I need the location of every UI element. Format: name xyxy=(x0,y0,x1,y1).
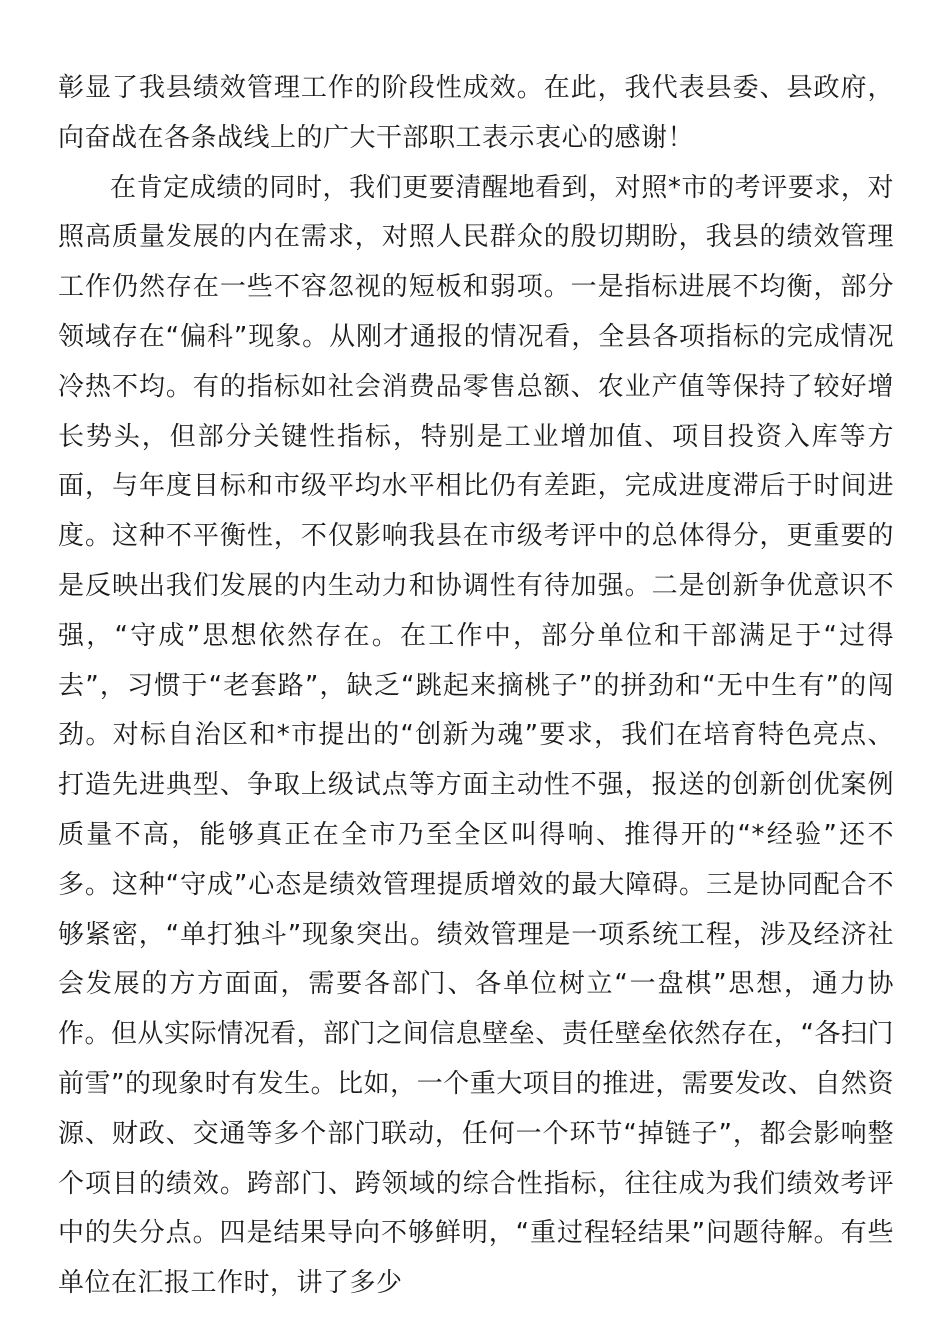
paragraph-1: 彰显了我县绩效管理工作的阶段性成效。在此，我代表县委、县政府，向奋战在各条战线上的广大干部职工表示衷心的感谢！ xyxy=(58,73,894,153)
paragraph-2: 在肯定成绩的同时，我们更要清醒地看到，对照*市的考评要求，对照高质量发展的内在需求，对照人民群众的殷切期盼，我县的绩效管理工作仍然存在一些不容忽视的短板和弱项。一是指标进展不均衡，部分领域存在“偏科”现象。从刚才通报的情况看，全县各项指标的完成情况冷热不均。有的指标如社会消费品零售总额、农业产值等保持了较好增长势头，但部分关键性指标，特别是工业增加值、项目投资入库等方面，与年度目标和市级平均水平相比仍有差距，完成进度滞后于时间进度。这种不平衡性，不仅影响我县在市级考评中的总体得分，更重要的是反映出我们发展的内生动力和协调性有待加强。二是创新争优意识不强，“守成”思想依然存在。在工作中，部分单位和干部满足于“过得去”，习惯于“老套路”，缺乏“跳起来摘桃子”的拼劲和“无中生有”的闯劲。对标自治区和*市提出的“创新为魂”要求，我们在培育特色亮点、打造先进典型、争取上级试点等方面主动性不强，报送的创新创优案例质量不高，能够真正在全市乃至全区叫得响、推得开的“*经验”还不多。这种“守成”心态是绩效管理提质增效的最大障碍。三是协同配合不够紧密，“单打独斗”现象突出。绩效管理是一项系统工程，涉及经济社会发展的方方面面，需要各部门、各单位树立“一盘棋”思想，通力协作。但从实际情况看，部门之间信息壁垒、责任壁垒依然存在，“各扫门前雪”的现象时有发生。比如，一个重大项目的推进，需要发改、自然资源、财政、交通等多个部门联动，任何一个环节“掉链子”，都会影响整个项目的绩效。跨部门、跨领域的综合性指标，往往成为我们绩效考评中的失分点。四是结果导向不够鲜明，“重过程轻结果”问题待解。有些单位在汇报工作时，讲了多少 xyxy=(58,172,894,1299)
document-body xyxy=(58,64,894,1309)
